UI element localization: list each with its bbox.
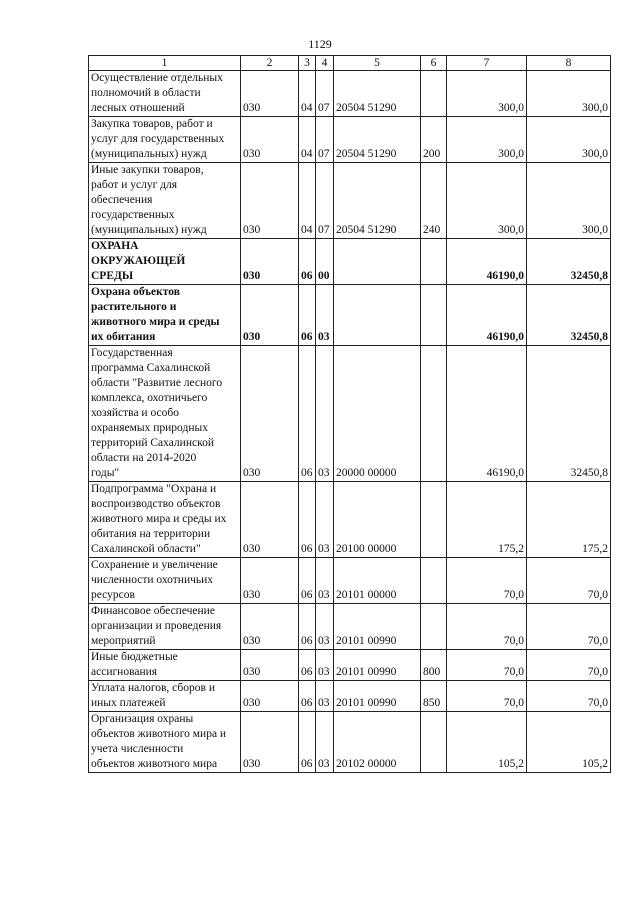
item-name-line: объектов животного мира	[91, 758, 218, 770]
amount-column-8-cell: 300,0	[527, 117, 611, 163]
amount-column-7-cell: 300,0	[447, 117, 527, 163]
column-2-cell: 030	[241, 285, 299, 346]
item-name-cell	[89, 482, 241, 558]
item-name-cell	[89, 71, 241, 117]
amount-column-7-cell: 46190,0	[447, 346, 527, 482]
expense-type-cell: 850	[421, 681, 447, 712]
amount-column-7-cell: 70,0	[447, 681, 527, 712]
item-name-line: полномочий в области	[91, 87, 201, 99]
column-header-6: 6	[421, 56, 447, 71]
item-name-line: годы"	[91, 467, 120, 479]
subsection-cell: 07	[316, 71, 334, 117]
target-article-cell: 20000 00000	[334, 346, 421, 482]
column-2-cell: 030	[241, 71, 299, 117]
amount-column-8-cell: 105,2	[527, 712, 611, 773]
item-name-line: обитания на территории	[91, 528, 211, 540]
column-header-2: 2	[241, 56, 299, 71]
item-name-line: Иные закупки товаров,	[91, 164, 204, 176]
amount-column-8-cell: 175,2	[527, 482, 611, 558]
target-article-cell: 20504 51290	[334, 117, 421, 163]
item-name-line: Подпрограмма "Охрана и	[91, 483, 217, 495]
amount-column-8-cell: 32450,8	[527, 346, 611, 482]
table-row	[89, 650, 611, 681]
subsection-cell: 03	[316, 482, 334, 558]
page-number: 1129	[308, 37, 332, 51]
amount-column-7-cell: 70,0	[447, 604, 527, 650]
expense-type-cell	[421, 482, 447, 558]
amount-column-8-cell: 32450,8	[527, 285, 611, 346]
item-name-cell	[89, 239, 241, 285]
item-name-line: Осуществление отдельных	[91, 72, 223, 84]
column-header-5: 5	[334, 56, 421, 71]
column-2-cell: 030	[241, 650, 299, 681]
item-name-line: численности охотничьих	[91, 574, 214, 586]
item-name-line: воспроизводство объектов	[91, 498, 221, 510]
amount-column-7-cell: 70,0	[447, 558, 527, 604]
section-cell: 04	[299, 71, 316, 117]
table-row	[89, 239, 611, 285]
subsection-cell: 03	[316, 346, 334, 482]
target-article-cell	[334, 239, 421, 285]
section-cell: 06	[299, 482, 316, 558]
item-name-cell	[89, 604, 241, 650]
target-article-cell: 20102 00000	[334, 712, 421, 773]
column-header-4: 4	[316, 56, 334, 71]
item-name-cell	[89, 346, 241, 482]
item-name-line: ассигнования	[91, 666, 158, 678]
expense-type-cell	[421, 558, 447, 604]
table-row	[89, 681, 611, 712]
target-article-cell: 20504 51290	[334, 71, 421, 117]
expense-type-cell	[421, 239, 447, 285]
expense-type-cell: 800	[421, 650, 447, 681]
item-name-line: Государственная	[91, 347, 173, 359]
item-name-line: работ и услуг для	[91, 179, 178, 191]
item-name-cell	[89, 163, 241, 239]
target-article-cell: 20101 00990	[334, 681, 421, 712]
amount-column-7-cell: 70,0	[447, 650, 527, 681]
item-name-line: ОХРАНА	[91, 240, 139, 252]
table-body	[89, 71, 611, 773]
table-row	[89, 558, 611, 604]
item-name-cell	[89, 681, 241, 712]
expense-type-cell	[421, 71, 447, 117]
amount-column-7-cell: 46190,0	[447, 285, 527, 346]
item-name-line: Финансовое обеспечение	[91, 605, 215, 617]
subsection-cell: 03	[316, 712, 334, 773]
budget-table	[88, 55, 611, 773]
column-2-cell: 030	[241, 117, 299, 163]
item-name-line: обеспечения	[91, 194, 153, 206]
amount-column-8-cell: 70,0	[527, 558, 611, 604]
table-row	[89, 604, 611, 650]
amount-column-8-cell: 300,0	[527, 163, 611, 239]
item-name-line: ресурсов	[91, 589, 135, 601]
target-article-cell: 20100 00000	[334, 482, 421, 558]
expense-type-cell	[421, 346, 447, 482]
amount-column-8-cell: 32450,8	[527, 239, 611, 285]
item-name-line: области "Развитие лесного	[91, 377, 223, 389]
section-cell: 04	[299, 163, 316, 239]
target-article-cell: 20101 00990	[334, 604, 421, 650]
target-article-cell: 20101 00000	[334, 558, 421, 604]
item-name-line: организации и проведения	[91, 620, 222, 632]
column-2-cell: 030	[241, 239, 299, 285]
item-name-line: (муниципальных) нужд	[91, 148, 207, 160]
subsection-cell: 03	[316, 650, 334, 681]
amount-column-7-cell: 105,2	[447, 712, 527, 773]
subsection-cell: 07	[316, 117, 334, 163]
table-row	[89, 482, 611, 558]
column-header-1: 1	[89, 56, 241, 71]
item-name-line: животного мира и среды их	[91, 513, 227, 525]
subsection-cell: 03	[316, 558, 334, 604]
section-cell: 06	[299, 239, 316, 285]
column-header-8: 8	[527, 56, 611, 71]
item-name-line: Уплата налогов, сборов и	[91, 682, 215, 694]
item-name-cell	[89, 558, 241, 604]
column-header-7: 7	[447, 56, 527, 71]
item-name-cell	[89, 117, 241, 163]
subsection-cell: 00	[316, 239, 334, 285]
amount-column-8-cell: 70,0	[527, 650, 611, 681]
item-name-line: СРЕДЫ	[91, 270, 134, 282]
item-name-line: Сахалинской области"	[91, 543, 201, 555]
table-row	[89, 71, 611, 117]
section-cell: 06	[299, 712, 316, 773]
table-row	[89, 117, 611, 163]
column-2-cell: 030	[241, 346, 299, 482]
item-name-line: растительного и	[91, 301, 177, 313]
item-name-line: ОКРУЖАЮЩЕЙ	[91, 255, 186, 267]
subsection-cell: 03	[316, 604, 334, 650]
section-cell: 06	[299, 604, 316, 650]
item-name-line: их обитания	[91, 331, 156, 343]
section-cell: 06	[299, 346, 316, 482]
subsection-cell: 03	[316, 285, 334, 346]
amount-column-8-cell: 70,0	[527, 604, 611, 650]
column-2-cell: 030	[241, 163, 299, 239]
expense-type-cell	[421, 604, 447, 650]
item-name-line: государственных	[91, 209, 175, 221]
item-name-line: учета численности	[91, 743, 184, 755]
target-article-cell: 20504 51290	[334, 163, 421, 239]
amount-column-7-cell: 46190,0	[447, 239, 527, 285]
amount-column-8-cell: 70,0	[527, 681, 611, 712]
item-name-cell	[89, 650, 241, 681]
amount-column-8-cell: 300,0	[527, 71, 611, 117]
amount-column-7-cell: 300,0	[447, 163, 527, 239]
item-name-line: хозяйства и особо	[91, 407, 179, 419]
column-2-cell: 030	[241, 604, 299, 650]
item-name-line: территорий Сахалинской	[91, 437, 214, 449]
item-name-line: охраняемых природных	[91, 422, 208, 434]
table-row	[89, 346, 611, 482]
table-row	[89, 163, 611, 239]
target-article-cell	[334, 285, 421, 346]
section-cell: 04	[299, 117, 316, 163]
item-name-line: Сохранение и увеличение	[91, 559, 218, 571]
column-2-cell: 030	[241, 681, 299, 712]
target-article-cell: 20101 00990	[334, 650, 421, 681]
item-name-cell	[89, 285, 241, 346]
expense-type-cell: 240	[421, 163, 447, 239]
table-row	[89, 285, 611, 346]
column-2-cell: 030	[241, 712, 299, 773]
section-cell: 06	[299, 681, 316, 712]
subsection-cell: 03	[316, 681, 334, 712]
item-name-line: области на 2014-2020	[91, 452, 197, 464]
expense-type-cell	[421, 285, 447, 346]
column-header-3: 3	[299, 56, 316, 71]
item-name-line: объектов животного мира и	[91, 728, 227, 740]
item-name-line: животного мира и среды	[91, 316, 220, 328]
item-name-line: Иные бюджетные	[91, 651, 178, 663]
column-2-cell: 030	[241, 482, 299, 558]
expense-type-cell: 200	[421, 117, 447, 163]
item-name-line: иных платежей	[91, 697, 166, 709]
section-cell: 06	[299, 650, 316, 681]
item-name-line: Закупка товаров, работ и	[91, 118, 213, 130]
item-name-line: услуг для государственных	[91, 133, 225, 145]
amount-column-7-cell: 300,0	[447, 71, 527, 117]
item-name-line: программа Сахалинской	[91, 362, 211, 374]
table-header-row	[89, 56, 611, 71]
amount-column-7-cell: 175,2	[447, 482, 527, 558]
section-cell: 06	[299, 285, 316, 346]
item-name-line: комплекса, охотничьего	[91, 392, 208, 404]
item-name-line: Организация охраны	[91, 713, 194, 725]
item-name-line: Охрана объектов	[91, 286, 180, 298]
subsection-cell: 07	[316, 163, 334, 239]
column-2-cell: 030	[241, 558, 299, 604]
section-cell: 06	[299, 558, 316, 604]
item-name-line: лесных отношений	[91, 102, 185, 114]
item-name-line: мероприятий	[91, 635, 156, 647]
item-name-line: (муниципальных) нужд	[91, 224, 207, 236]
table-row	[89, 712, 611, 773]
expense-type-cell	[421, 712, 447, 773]
item-name-cell	[89, 712, 241, 773]
